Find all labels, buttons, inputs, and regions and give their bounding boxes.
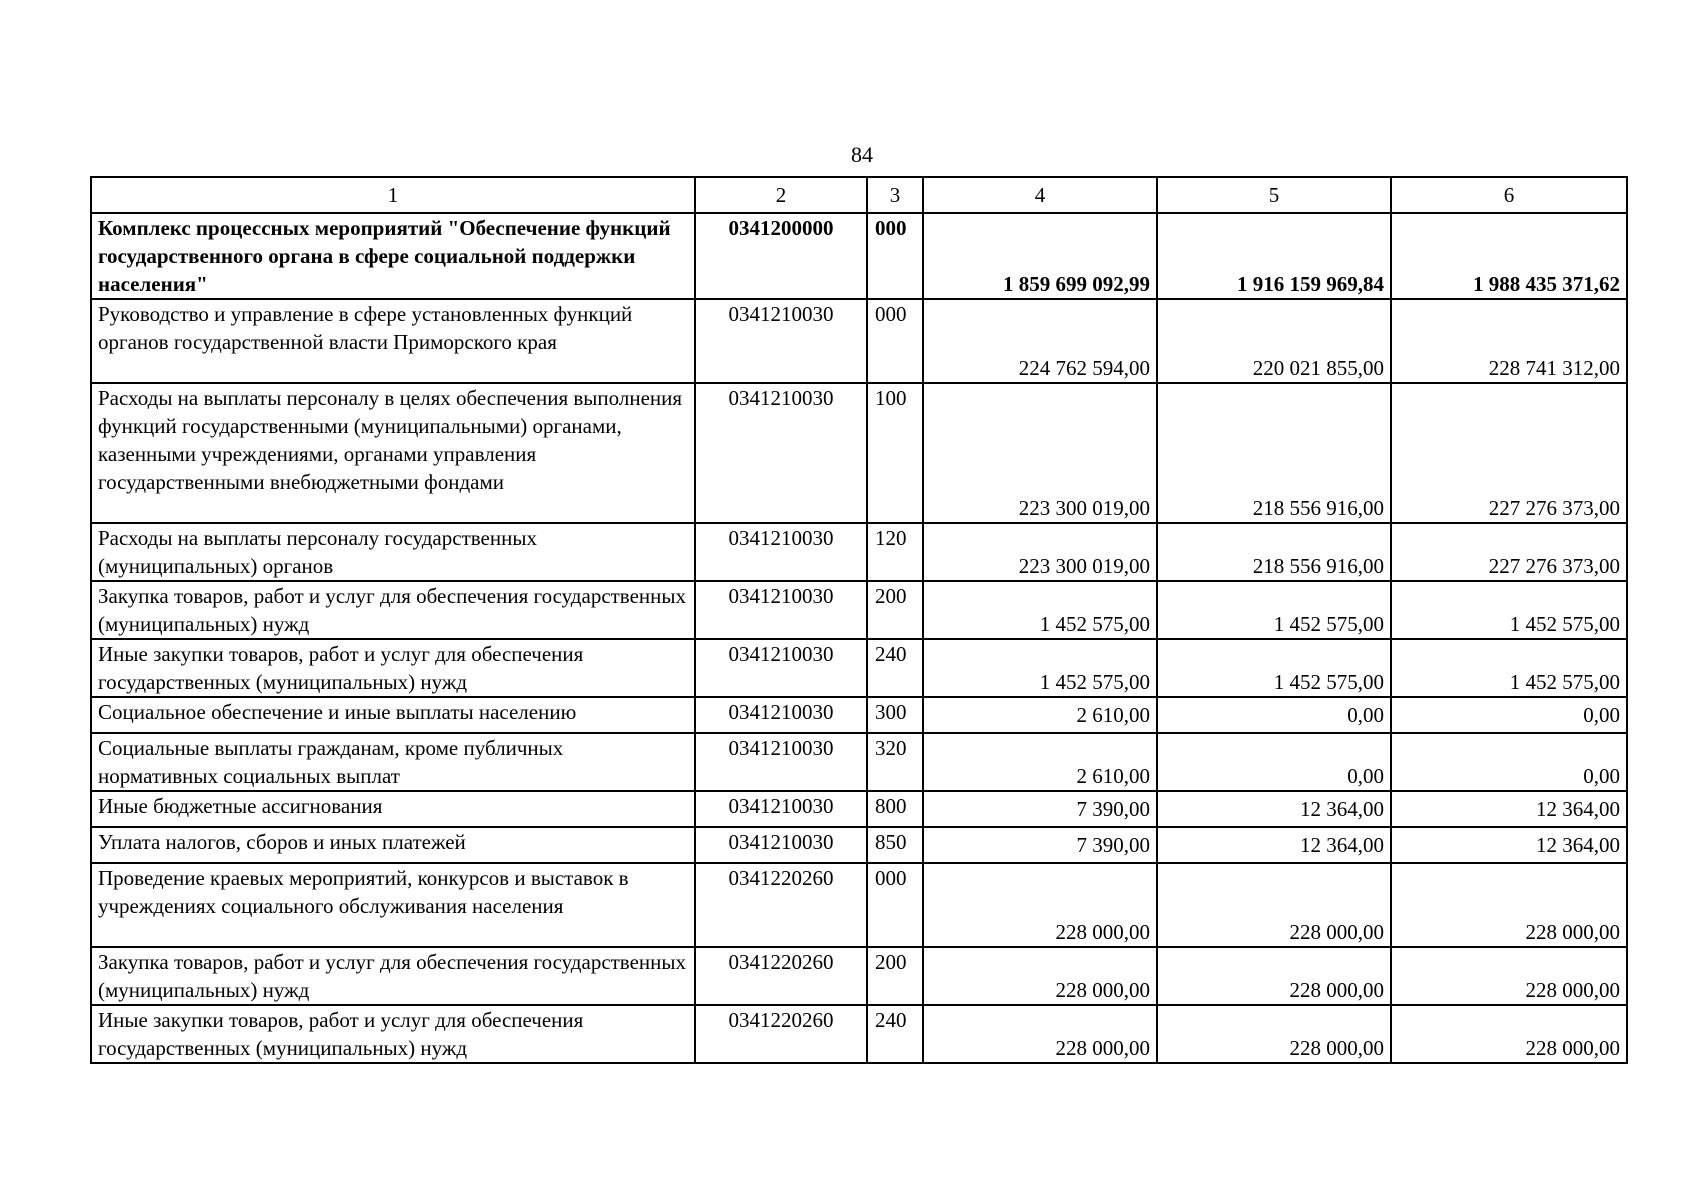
row-value: 228 000,00 (923, 1005, 1157, 1063)
row-expense-type: 240 (867, 1005, 923, 1063)
row-name: Комплекс процессных мероприятий "Обеспечение функций государственного органа в сфере социальной поддержки населения" (91, 213, 695, 299)
row-value: 1 988 435 371,62 (1391, 213, 1627, 299)
row-name: Иные бюджетные ассигнования (91, 791, 695, 827)
row-value: 12 364,00 (1391, 827, 1627, 863)
row-value: 7 390,00 (923, 791, 1157, 827)
row-code: 0341210030 (695, 827, 867, 863)
row-name: Закупка товаров, работ и услуг для обеспечения государственных (муниципальных) нужд (91, 947, 695, 1005)
table-row (91, 1005, 1627, 1063)
column-header: 4 (923, 177, 1157, 213)
row-code: 0341210030 (695, 639, 867, 697)
row-value: 228 000,00 (923, 863, 1157, 947)
column-header: 3 (867, 177, 923, 213)
row-expense-type: 320 (867, 733, 923, 791)
row-value: 1 916 159 969,84 (1157, 213, 1391, 299)
table-row (91, 947, 1627, 1005)
row-name: Проведение краевых мероприятий, конкурсов и выставок в учреждениях социального обслуживания населения (91, 863, 695, 947)
row-value: 1 452 575,00 (1391, 581, 1627, 639)
row-expense-type: 000 (867, 299, 923, 383)
row-value: 228 000,00 (1157, 863, 1391, 947)
table-row (91, 581, 1627, 639)
row-name: Расходы на выплаты персоналу в целях обеспечения выполнения функций государственными (муниципальными) органами, казенными учреждениями, органами управления государственными внебюджетными фондами (91, 383, 695, 523)
table-row (91, 863, 1627, 947)
row-name: Иные закупки товаров, работ и услуг для обеспечения государственных (муниципальных) нужд (91, 639, 695, 697)
row-value: 227 276 373,00 (1391, 523, 1627, 581)
table-header-row (91, 177, 1627, 213)
row-value: 228 000,00 (1391, 1005, 1627, 1063)
column-header: 6 (1391, 177, 1627, 213)
row-expense-type: 200 (867, 947, 923, 1005)
column-header: 2 (695, 177, 867, 213)
table-row (91, 827, 1627, 863)
row-name: Социальные выплаты гражданам, кроме публичных нормативных социальных выплат (91, 733, 695, 791)
row-expense-type: 000 (867, 863, 923, 947)
row-value: 12 364,00 (1391, 791, 1627, 827)
row-expense-type: 000 (867, 213, 923, 299)
row-value: 1 859 699 092,99 (923, 213, 1157, 299)
row-value: 220 021 855,00 (1157, 299, 1391, 383)
row-code: 0341210030 (695, 299, 867, 383)
table-row (91, 697, 1627, 733)
row-value: 7 390,00 (923, 827, 1157, 863)
table-row (91, 639, 1627, 697)
row-value: 228 000,00 (1391, 863, 1627, 947)
table-row (91, 523, 1627, 581)
row-name: Уплата налогов, сборов и иных платежей (91, 827, 695, 863)
row-value: 12 364,00 (1157, 827, 1391, 863)
row-value: 218 556 916,00 (1157, 523, 1391, 581)
row-value: 12 364,00 (1157, 791, 1391, 827)
table-row (91, 213, 1627, 299)
row-expense-type: 300 (867, 697, 923, 733)
column-header: 1 (91, 177, 695, 213)
row-value: 224 762 594,00 (923, 299, 1157, 383)
row-name: Социальное обеспечение и иные выплаты населению (91, 697, 695, 733)
row-expense-type: 800 (867, 791, 923, 827)
row-value: 228 000,00 (923, 947, 1157, 1005)
row-name: Руководство и управление в сфере установленных функций органов государственной власти Приморского края (91, 299, 695, 383)
row-value: 223 300 019,00 (923, 523, 1157, 581)
row-value: 228 000,00 (1391, 947, 1627, 1005)
row-value: 228 000,00 (1157, 947, 1391, 1005)
row-value: 223 300 019,00 (923, 383, 1157, 523)
row-value: 0,00 (1391, 697, 1627, 733)
row-value: 227 276 373,00 (1391, 383, 1627, 523)
page-number: 84 (851, 142, 873, 167)
row-code: 0341210030 (695, 697, 867, 733)
table-row (91, 299, 1627, 383)
row-value: 1 452 575,00 (1157, 639, 1391, 697)
row-code: 0341210030 (695, 383, 867, 523)
row-value: 1 452 575,00 (1157, 581, 1391, 639)
row-code: 0341220260 (695, 947, 867, 1005)
row-expense-type: 200 (867, 581, 923, 639)
row-code: 0341210030 (695, 581, 867, 639)
row-value: 1 452 575,00 (923, 639, 1157, 697)
row-code: 0341210030 (695, 733, 867, 791)
row-code: 0341220260 (695, 1005, 867, 1063)
row-name: Иные закупки товаров, работ и услуг для обеспечения государственных (муниципальных) нужд (91, 1005, 695, 1063)
row-expense-type: 100 (867, 383, 923, 523)
row-value: 218 556 916,00 (1157, 383, 1391, 523)
row-name: Закупка товаров, работ и услуг для обеспечения государственных (муниципальных) нужд (91, 581, 695, 639)
column-header: 5 (1157, 177, 1391, 213)
row-expense-type: 850 (867, 827, 923, 863)
row-name: Расходы на выплаты персоналу государственных (муниципальных) органов (91, 523, 695, 581)
table-row (91, 791, 1627, 827)
row-expense-type: 240 (867, 639, 923, 697)
row-value: 228 741 312,00 (1391, 299, 1627, 383)
row-value: 0,00 (1157, 697, 1391, 733)
row-value: 1 452 575,00 (923, 581, 1157, 639)
budget-table (90, 176, 1628, 1064)
row-value: 2 610,00 (923, 733, 1157, 791)
row-value: 228 000,00 (1157, 1005, 1391, 1063)
row-code: 0341210030 (695, 791, 867, 827)
row-code: 0341220260 (695, 863, 867, 947)
row-value: 1 452 575,00 (1391, 639, 1627, 697)
row-value: 2 610,00 (923, 697, 1157, 733)
table-row (91, 733, 1627, 791)
row-value: 0,00 (1391, 733, 1627, 791)
row-code: 0341210030 (695, 523, 867, 581)
row-value: 0,00 (1157, 733, 1391, 791)
row-code: 0341200000 (695, 213, 867, 299)
row-expense-type: 120 (867, 523, 923, 581)
table-row (91, 383, 1627, 523)
